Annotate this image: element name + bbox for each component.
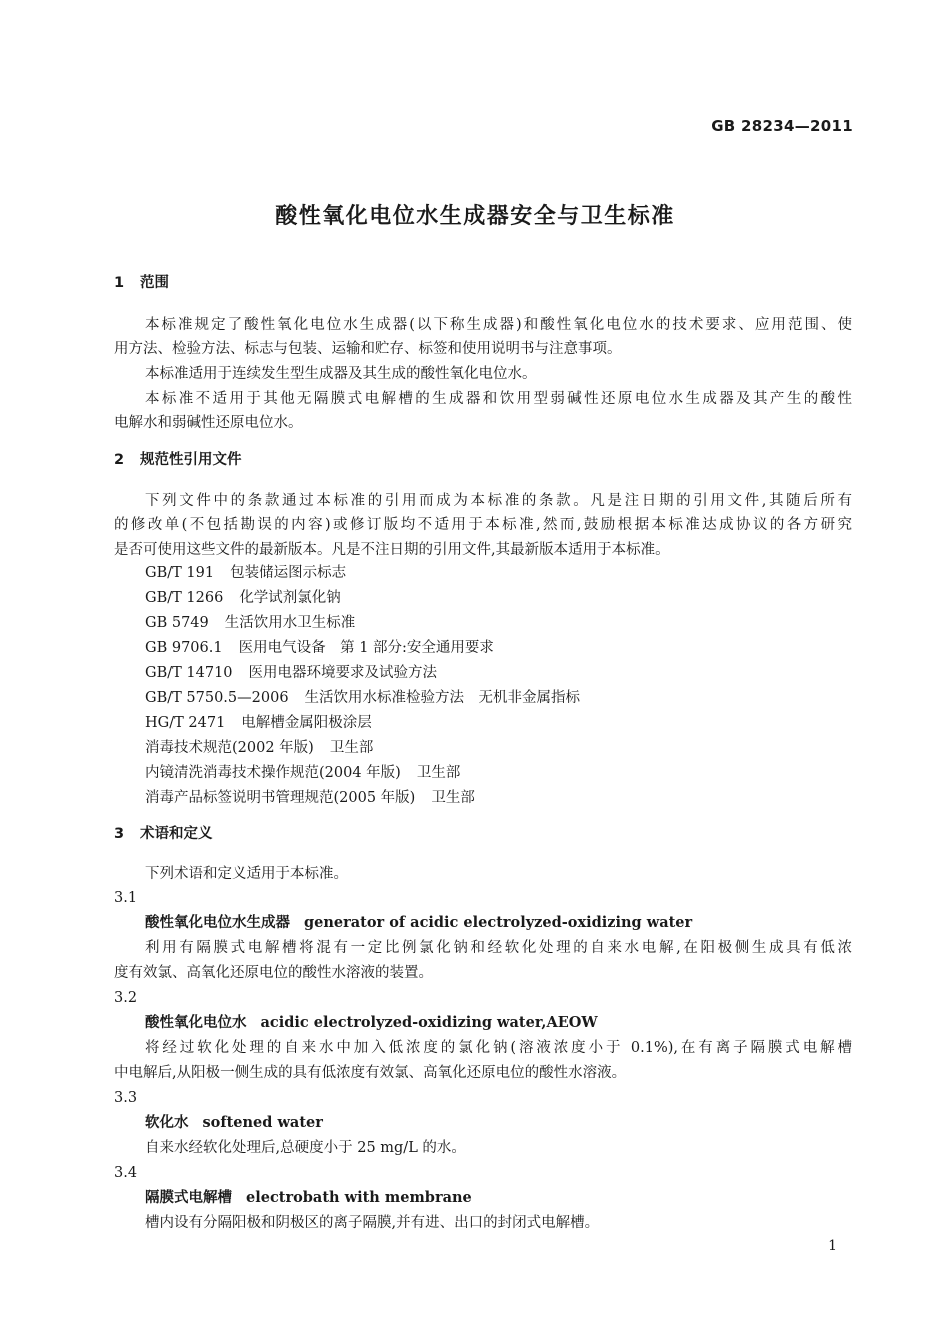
section-title: 范围 — [140, 275, 169, 291]
reference-code: GB 5749 — [145, 615, 209, 631]
reference-item — [145, 736, 883, 760]
definition-line: 中电解后,从阳极一侧生成的具有低浓度有效氯、高氧化还原电位的酸性水溶液。 — [114, 1065, 627, 1081]
reference-item — [145, 786, 883, 810]
section-number: 2 — [114, 452, 125, 468]
section-title: 规范性引用文件 — [140, 452, 242, 468]
reference-item — [145, 561, 883, 585]
term-english: generator of acidic electrolyzed-oxidizing water — [304, 914, 693, 931]
term-heading — [145, 1011, 883, 1035]
reference-code: 消毒产品标签说明书管理规范(2005 年版) — [145, 790, 416, 806]
reference-item — [145, 686, 883, 710]
paragraph-line: 下列文件中的条款通过本标准的引用而成为本标准的条款。凡是注日期的引用文件,其随后所有 — [145, 493, 852, 509]
reference-item — [145, 611, 883, 635]
paragraph-line: 是否可使用这些文件的最新版本。凡是不注日期的引用文件,其最新版本适用于本标准。 — [114, 542, 670, 558]
term-chinese: 酸性氧化电位水 — [145, 1015, 247, 1031]
paragraph-line: 本标准不适用于其他无隔膜式电解槽的生成器和饮用型弱碱性还原电位水生成器及其产生的酸性 — [145, 391, 852, 407]
term-heading — [145, 1186, 883, 1210]
reference-item — [145, 711, 883, 735]
section-number: 1 — [114, 275, 125, 291]
reference-code: GB 9706.1 — [145, 640, 223, 656]
reference-title: 生活饮用水卫生标准 — [224, 615, 356, 631]
document-title: 酸性氧化电位水生成器安全与卫生标准 — [275, 204, 675, 229]
paragraph-line: 下列术语和定义适用于本标准。 — [145, 866, 348, 882]
reference-code: GB/T 1266 — [145, 590, 224, 606]
reference-code: HG/T 2471 — [145, 715, 226, 731]
paragraph-line: 本标准规定了酸性氧化电位水生成器(以下称生成器)和酸性氧化电位水的技术要求、应用范围、使 — [145, 317, 852, 333]
reference-code: 消毒技术规范(2002 年版) — [145, 740, 314, 756]
clause-number: 3.2 — [114, 990, 138, 1006]
definition-line: 自来水经软化处理后,总硬度小于 25 mg/L 的水。 — [145, 1140, 466, 1156]
section-3-heading — [114, 822, 852, 846]
definition-line: 将经过软化处理的自来水中加入低浓度的氯化钠(溶液浓度小于 0.1%),在有离子隔膜式电解槽 — [145, 1040, 852, 1056]
paragraph-line: 本标准适用于连续发生型生成器及其生成的酸性氧化电位水。 — [145, 366, 537, 382]
reference-code: GB/T 14710 — [145, 665, 233, 681]
definition-line: 度有效氯、高氧化还原电位的酸性水溶液的装置。 — [114, 965, 433, 981]
section-number: 3 — [114, 826, 125, 842]
definition-line: 利用有隔膜式电解槽将混有一定比例氯化钠和经软化处理的自来水电解,在阳极侧生成具有低浓 — [145, 940, 852, 956]
term-chinese: 酸性氧化电位水生成器 — [145, 915, 290, 931]
reference-title: 医用电气设备 第 1 部分:安全通用要求 — [238, 640, 494, 656]
term-heading — [145, 1111, 883, 1135]
reference-title: 医用电器环境要求及试验方法 — [248, 665, 438, 681]
reference-code: 内镜清洗消毒技术操作规范(2004 年版) — [145, 765, 401, 781]
page-number: 1 — [828, 1238, 837, 1254]
reference-code: GB/T 5750.5—2006 — [145, 690, 289, 706]
term-english: softened water — [202, 1114, 323, 1131]
clause-number: 3.4 — [114, 1165, 138, 1181]
clause-number: 3.3 — [114, 1090, 138, 1106]
term-chinese: 软化水 — [145, 1115, 189, 1131]
clause-number: 3.1 — [114, 890, 138, 906]
section-1-heading — [114, 271, 852, 295]
section-2-heading — [114, 448, 852, 472]
paragraph-line: 电解水和弱碱性还原电位水。 — [114, 415, 303, 431]
term-heading — [145, 911, 883, 935]
standard-code: GB 28234—2011 — [711, 117, 853, 135]
reference-title: 卫生部 — [416, 765, 461, 781]
paragraph-line: 用方法、检验方法、标志与包装、运输和贮存、标签和使用说明书与注意事项。 — [114, 341, 622, 357]
term-english: electrobath with membrane — [246, 1189, 472, 1206]
term-chinese: 隔膜式电解槽 — [145, 1190, 232, 1206]
reference-item — [145, 636, 883, 660]
section-title: 术语和定义 — [140, 826, 213, 842]
reference-item — [145, 661, 883, 685]
reference-code: GB/T 191 — [145, 565, 215, 581]
reference-title: 包装储运图示标志 — [230, 565, 347, 581]
reference-title: 电解槽金属阳极涂层 — [241, 715, 372, 731]
definition-line: 槽内设有分隔阳极和阴极区的离子隔膜,并有进、出口的封闭式电解槽。 — [145, 1215, 600, 1231]
reference-item — [145, 761, 883, 785]
reference-item — [145, 586, 883, 610]
paragraph-line: 的修改单(不包括勘误的内容)或修订版均不适用于本标准,然而,鼓励根据本标准达成协议的各方研究 — [114, 517, 852, 533]
reference-title: 化学试剂氯化钠 — [239, 590, 341, 606]
reference-title: 卫生部 — [329, 740, 374, 756]
term-english: acidic electrolyzed-oxidizing water,AEOW — [260, 1014, 598, 1031]
reference-title: 卫生部 — [431, 790, 475, 806]
reference-title: 生活饮用水标准检验方法 无机非金属指标 — [304, 690, 581, 706]
